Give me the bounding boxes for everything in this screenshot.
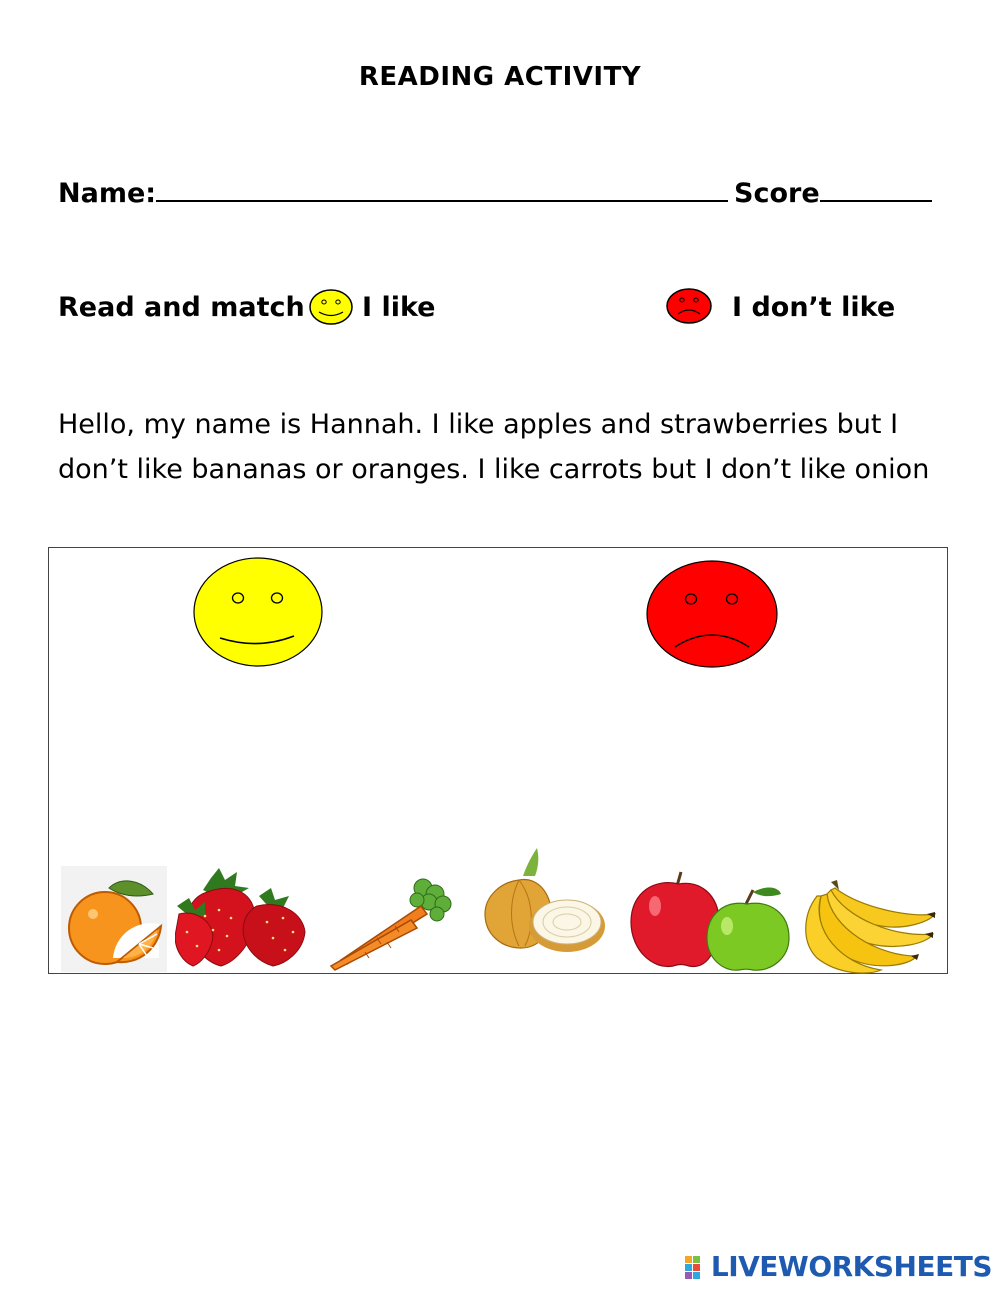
dislike-label: I don’t like	[732, 292, 896, 323]
name-input-line[interactable]	[156, 176, 728, 202]
smiley-face-icon[interactable]	[192, 556, 324, 668]
score-field	[734, 176, 932, 209]
matching-area	[48, 547, 948, 974]
score-input-line[interactable]	[820, 176, 932, 202]
onion-icon[interactable]	[479, 846, 609, 954]
name-label: Name:	[58, 178, 157, 209]
brand-name: LIVEWORKSHEETS	[710, 1250, 992, 1283]
sad-face-icon[interactable]	[645, 559, 779, 669]
reading-passage: Hello, my name is Hannah. I like apples and strawberries but I don’t like bananas or oranges. I like carrots but I don’t like onion	[58, 409, 930, 485]
bananas-icon[interactable]	[801, 878, 941, 974]
brand-footer	[685, 1250, 992, 1283]
carrots-icon[interactable]	[325, 872, 455, 972]
small-sad-face-icon	[665, 287, 713, 325]
liveworksheets-logo-icon	[685, 1256, 709, 1280]
orange-icon[interactable]	[61, 866, 167, 972]
strawberries-icon[interactable]	[175, 866, 313, 976]
page-title: READING ACTIVITY	[358, 62, 642, 92]
name-field	[58, 176, 728, 209]
like-label: I like	[362, 292, 436, 323]
instruction-text: Read and match	[58, 292, 305, 323]
apples-icon[interactable]	[629, 866, 795, 974]
score-label: Score	[734, 178, 820, 209]
small-smiley-icon	[308, 288, 354, 326]
